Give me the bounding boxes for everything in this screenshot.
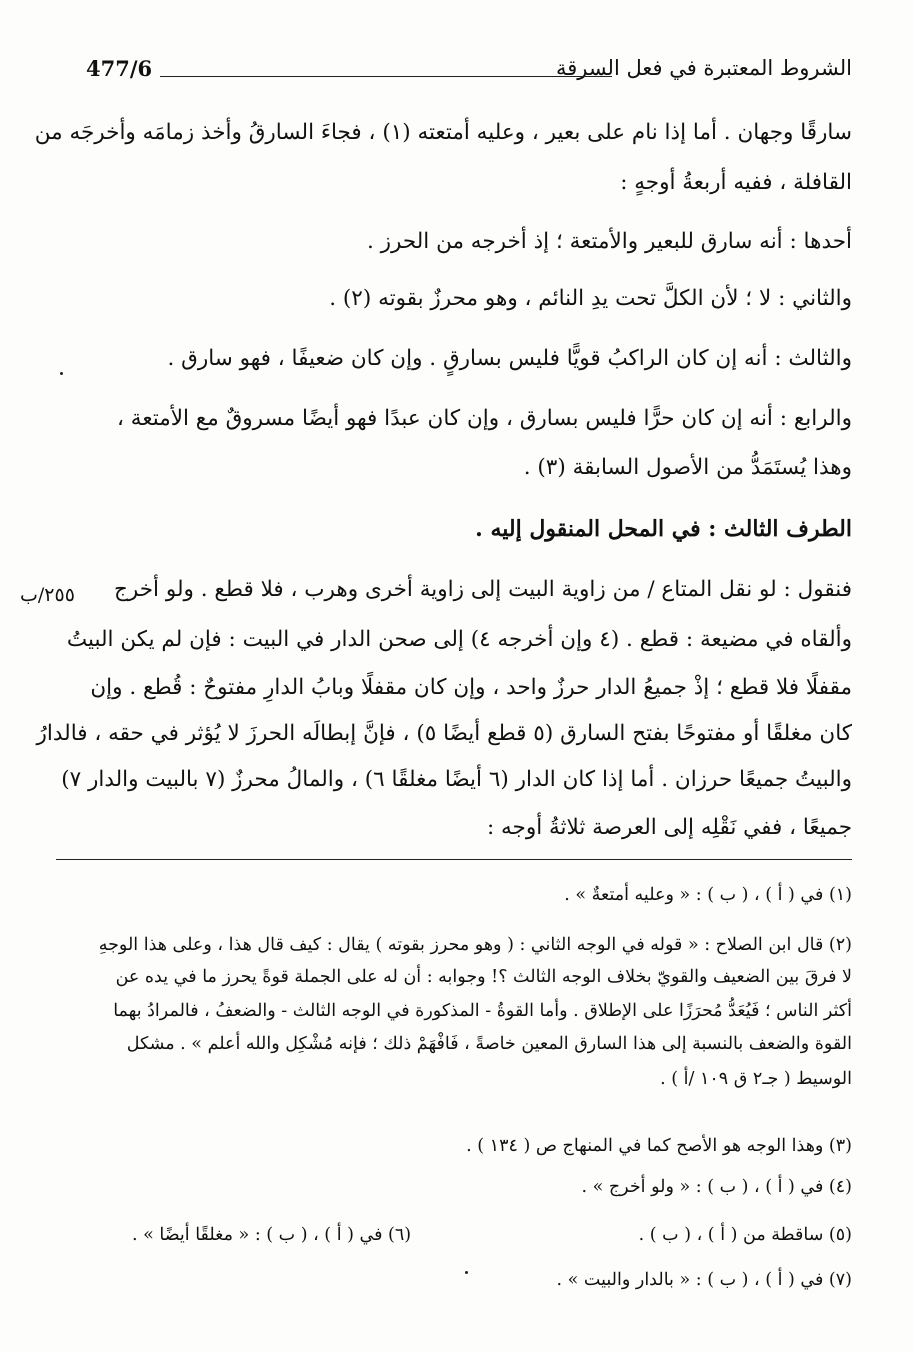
footnote-line: القوة والضعف بالنسبة إلى هذا السارق المعين خاصةً ، فَافْهَمْ ذلك ؛ فإنه مُشْكِل والله أعلم » . مشكل [126,1034,852,1054]
body-line: وهذا يُستَمَدُّ من الأصول السابقة (٣) . [523,455,852,480]
footnote-line: أكثر الناس ؛ فَيُعَدُّ مُحرَزًا على الإطلاق . وأما القوةُ - المذكورة في الوجه الثالث - والضعفُ ، فالمرادُ بهما [113,1001,852,1021]
body-line: وألقاه في مضيعة : قطع . (٤ وإن أخرجه ٤) إلى صحن الدار في البيت : فإن لم يكن البيتُ [66,627,852,652]
footnote-line: الوسيط ( جـ٢ ق ١٠٩ /أ ) . [660,1069,852,1089]
footnote-line: (٦) في ( أ ) ، ( ب ) : « مغلقًا أيضًا » . [132,1225,412,1245]
footnote-line: (٧) في ( أ ) ، ( ب ) : « بالدار والبيت » . [556,1270,852,1290]
footnote-line: (٢) قال ابن الصلاح : « قوله في الوجه الثاني : ( وهو محرز بقوته ) يقال : كيف قال هذا ، وعلى هذا الوجهِ [98,935,852,955]
body-line: والثالث : أنه إن كان الراكبُ قويًّا فليس بسارقٍ . وإن كان ضعيفًا ، فهو سارق . [167,346,852,371]
body-line: والثاني : لا ؛ لأن الكلَّ تحت يدِ النائم ، وهو محرزٌ بقوته (٢) . [329,286,852,311]
body-line: والبيتُ جميعًا حرزان . أما إذا كان الدار (٦ أيضًا مغلقًا ٦) ، والمالُ محرزٌ (٧ بالبيت والدار ٧) [61,767,852,792]
footnote-separator [56,859,852,860]
body-line: فنقول : لو نقل المتاع / من زاوية البيت إلى زاوية أخرى وهرب ، فلا قطع . ولو أخرج [114,577,852,602]
page-number: 477/6 [86,56,153,81]
body-line: والرابع : أنه إن كان حرًّا فليس بسارق ، وإن كان عبدًا فهو أيضًا مسروقٌ مع الأمتعة ، [117,406,852,431]
footnote-line: (٤) في ( أ ) ، ( ب ) : « ولو أخرج » . [581,1177,852,1197]
footnote-line: (١) في ( أ ) ، ( ب ) : « وعليه أمتعةٌ » . [564,885,852,905]
footnote-line: (٥) ساقطة من ( أ ) ، ( ب ) . [638,1225,852,1245]
body-line: مقفلًا فلا قطع ؛ إذْ جميعُ الدار حرزٌ واحد ، وإن كان مقفلًا وبابُ الدارِ مفتوحٌ : قُطع . وإن [90,675,852,700]
body-line: كان مغلقًا أو مفتوحًا بفتح السارق (٥ قطع أيضًا ٥) ، فإنَّ إبطالَه الحرزَ لا يُؤثر في حقه ، فالدارُ [36,721,852,746]
footnote-line: (٣) وهذا الوجه هو الأصح كما في المنهاج ص ( ١٣٤ ) . [466,1136,852,1156]
footnote-line: لا فرقَ بين الضعيف والقويّ بخلاف الوجه الثالث ؟! وجوابه : أن له على الجملة قوةً يحرز ما في يده عن [115,967,852,987]
body-line: جميعًا ، ففي نَقْلِه إلى العرصة ثلاثةُ أوجه : [486,815,852,840]
scan-speck [465,1271,468,1274]
body-line: القافلة ، ففيه أربعةُ أوجهٍ : [620,170,852,195]
scan-speck [60,372,63,375]
body-line: أحدها : أنه سارق للبعير والأمتعة ؛ إذ أخرجه من الحرز . [366,229,852,254]
header-rule [160,76,612,77]
running-header-title: الشروط المعتبرة في فعل السرقة [555,56,852,80]
section-heading: الطرف الثالث : في المحل المنقول إليه . [475,516,852,542]
manuscript-folio-note: ٢٥٥/ب [20,584,75,606]
body-line: سارقًا وجهان . أما إذا نام على بعير ، وعليه أمتعته (١) ، فجاءَ السارقُ وأخذ زمامَه وأخرجَه من [34,120,852,145]
